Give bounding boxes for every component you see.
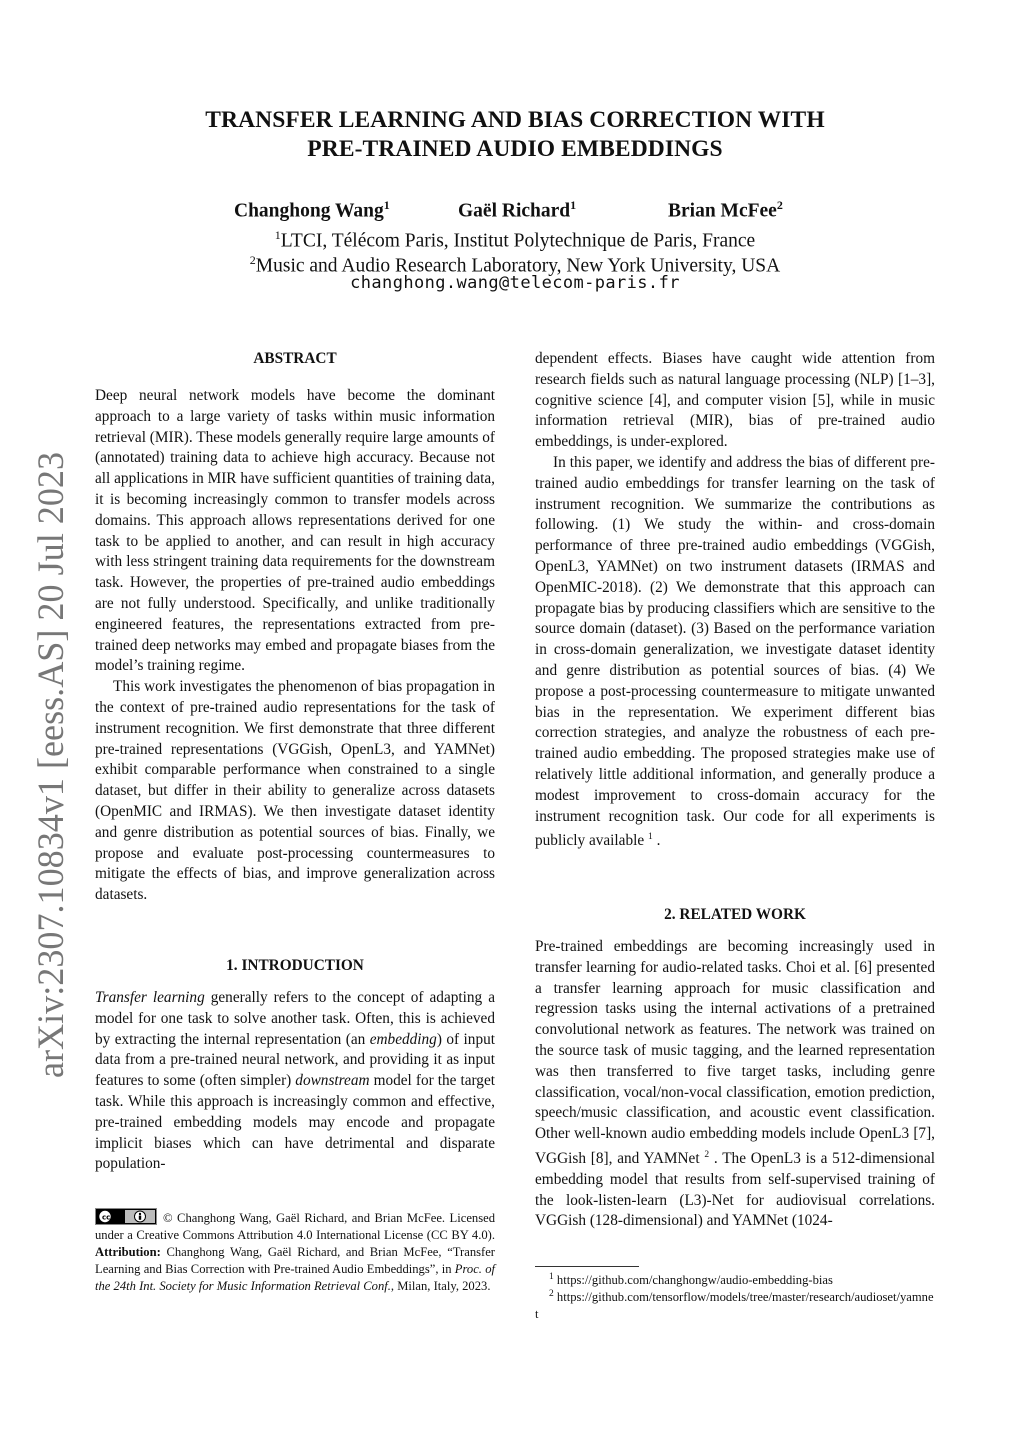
footnote-divider <box>535 1266 639 1267</box>
footnote-2: $^2$ https://github.com/tensorflow/models/tree/master/research/audioset/yamnet <box>535 1289 934 1322</box>
paper-title-line-1: TRANSFER LEARNING AND BIAS CORRECTION WITH <box>205 107 825 133</box>
related-work-heading: 2. RELATED WORK <box>664 906 806 923</box>
author-2: Gaël Richard$^1$ <box>458 198 577 222</box>
footnote-ref-1[interactable]: 1 <box>648 832 653 843</box>
abstract-paragraph-2: This work investigates the phenomenon of bias propagation in the context of pre-trained audio representations for the task of instrument recognition. We first demonstrate that three different pre-trained representations (VGGish, OpenL3, and YAMNet) exhibit comparable performance when constrained to a single dataset, but differ in their ability to generalize across datasets (OpenMIC and IRMAS). We then investigate dataset identity and genre distribution as potential sources of bias. Finally, we propose and evaluate post-processing countermeasures to mitigate the effects of bias, and improve generalization across datasets. <box>95 678 495 904</box>
paper-title-line-2: PRE-TRAINED AUDIO EMBEDDINGS <box>307 136 723 162</box>
related-work-body <box>535 937 935 1232</box>
introduction-body <box>95 988 495 1175</box>
footnote-1: $^1$ https://github.com/changhongw/audio-embedding-bias <box>549 1272 833 1288</box>
abstract-paragraph-1: Deep neural network models have become the dominant approach to a large variety of tasks within music information retrieval (MIR). These models generally require large amounts of (annotated) training data to achieve high accuracy. Because not all applications in MIR have sufficient quantities of training data, it is becoming increasingly common to transfer models across domains. This approach allows representations derived for one task to be applied to another, and can result in high accuracy with less stringent training data requirements for the downstream task. However, the properties of pre-trained audio embeddings are not fully understood. Specifically, and unlike traditionally engineered features, the representations extracted from pre-trained deep networks may embed and propagate biases from the model’s training regime. <box>95 387 495 675</box>
intro-continuation-paragraph: dependent effects. Biases have caught wide attention from research fields such as natural language processing (NLP) [1–3], cognitive science [4], and computer vision [5], while in music information retrieval (MIR), bias of pre-trained audio embeddings, is under-explored. <box>535 350 935 451</box>
contributions-paragraph: In this paper, we identify and address the bias of different pre-trained audio embeddings for transfer learning on the task of instrument recognition. We summarize the contributions as following. (1) We study the within- and cross-domain performance of three pre-trained audio embeddings (VGGish, OpenL3, YAMNet) on two instrument datasets (IRMAS and OpenMIC-2018). (2) We demonstrate that this approach can propagate bias by producing classifiers which are sensitive to the source domain (dataset). (3) Based on the performance variation in cross-domain generalization, we investigate dataset identity and genre distribution as potential sources of bias. (4) We propose a post-processing countermeasure to mitigate unwanted bias in the representation. We experiment different bias correction strategies, and analyze the robustness of each pre-trained audio embedding. The proposed strategies make use of relatively little additional information, and generally produce a modest improvement to cross-domain accuracy for the instrument recognition task. Our code for all experiments is publicly available $^1$ . <box>535 453 935 850</box>
arxiv-sidebar-stamp <box>18 450 74 1080</box>
footnote-ref-2[interactable]: 2 <box>704 1149 710 1160</box>
related-work-paragraph: Pre-trained embeddings are becoming increasingly used in transfer learning for audio-related tasks. Choi et al. [6] presented a transfer learning approach for music classification and regression tasks using the internal activations of a pretrained convolutional network as features. The network was trained on the source task of music tagging, and the learned representation was then transferred to five target tasks, including genre classification, vocal/non-vocal classification, emotion prediction, speech/music classification, and acoustic event classification. Other well-known audio embedding models include OpenL3 [7], VGGish [8], and YAMNet $^2$ . The OpenL3 is a 512-dimensional embedding model that results from self-supervised training of the look-listen-learn (L3)-Net for audiovisual correlations. VGGish (128-dimensional) and YAMNet (1024- <box>535 938 935 1230</box>
footnote-1-link[interactable]: https://github.com/changhongw/audio-embedding-bias <box>556 1273 833 1288</box>
introduction-paragraph: Transfer learning generally refers to the concept of adapting a model for one task to solve another task. Often, this is achieved by extracting the internal representation (an embedding) of input data from a pre-trained neural network, and providing it as input features to some (often simpler) downstream model for the target task. While this approach is increasingly common and effective, pre-trained embedding models may encode and propagate implicit biases which can have detrimental and disparate population- <box>95 989 495 1173</box>
arxiv-id-text: arXiv:2307.10834v1 [eess.AS] 20 Jul 2023 <box>31 450 72 1078</box>
footnote-2-link[interactable]: https://github.com/tensorflow/models/tree/master/research/audioset/yamnet <box>535 1290 934 1322</box>
affiliation-1: $^1$LTCI, Télécom Paris, Institut Polytechnique de Paris, France <box>274 228 756 252</box>
license-notice: cc by © Changhong Wang, Gaël Richard, and Brian McFee. Licensed under a Creative Commons Attribution 4.0 International License (CC BY 4.0). Attribution: Changhong Wang, Gaël Richard, and Brian McFee, “Transfer Learning and Bias Correction with Pre-trained Audio Embeddings”, in Proc. of the 24th Int. Society for Music Information Retrieval Conf., Milan, Italy, 2023. <box>95 1208 495 1295</box>
affiliation-2: $^2$Music and Audio Research Laboratory, New York University, USA <box>249 253 781 277</box>
contact-email[interactable]: changhong.wang@telecom-paris.fr <box>350 273 680 293</box>
author-1: Changhong Wang$^1$ <box>234 198 390 222</box>
abstract-heading: ABSTRACT <box>253 350 337 367</box>
introduction-heading: 1. INTRODUCTION <box>226 957 364 974</box>
author-3: Brian McFee$^2$ <box>668 198 783 222</box>
abstract-body <box>95 386 495 906</box>
right-column-top <box>535 349 935 852</box>
cc-badge-label: cc by <box>102 1213 123 1222</box>
creative-commons-icon <box>95 1208 157 1225</box>
